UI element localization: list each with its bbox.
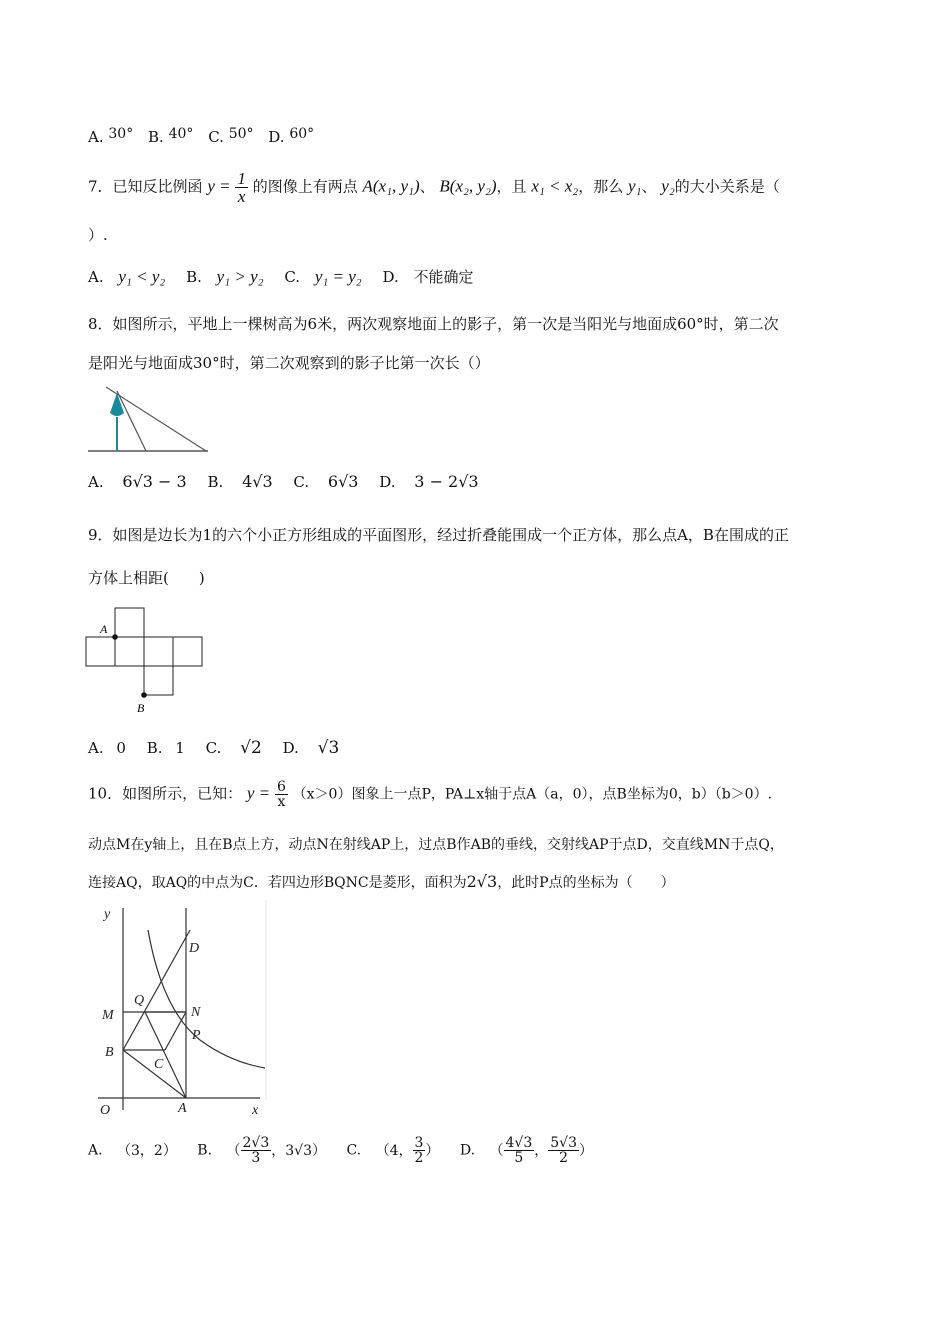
q10-label-n: N [191,1005,201,1020]
q10-option-d-pre: （ [489,1142,504,1159]
q7-func-den: x [237,187,246,206]
q6-option-b-label: B. [148,128,164,146]
q10-option-b-pre: （ [226,1142,241,1159]
q7-option-d-label: D. [382,268,399,286]
q9-option-d-value: √3 [317,738,340,758]
q6-option-d-label: D. [268,128,285,146]
q10-text3b: ，此时P点的坐标为（ ） [497,875,675,891]
q10-option-d-label: D. [459,1142,476,1159]
q9-net-square-1 [86,637,115,666]
q9-net-square-bottom [144,666,173,695]
q7-option-b-value: y₁ > y₂ [216,267,264,286]
q10-line-aq [145,1012,186,1098]
q10-label-b: B [105,1045,114,1060]
q10-option-c-den: 2 [414,1150,424,1166]
q7-point-b: B(x₂, y₂) [439,176,497,196]
q7-func-num: 1 [237,169,246,188]
q10-label-q: Q [134,993,145,1008]
q9-stem-line2: 方体上相距( ) [88,569,205,587]
q9-label-b: B [137,701,145,715]
q10-func-den: x [277,794,286,810]
q10-stem-line2: 动点M在y轴上，且在B点上方，动点N在射线AP上，过点B作AB的垂线，交射线AP于点D，交直线MN于点Q， [88,837,784,853]
q10-label-d: D [189,941,200,956]
q8-option-c-label: C. [293,473,310,491]
q8-stem-line2: 是阳光与地面成30°时，第二次观察到的影子比第一次长（） [88,354,490,372]
q10-option-c-rest: ） [425,1142,440,1159]
q10-option-c-fraction [413,1136,426,1165]
q8-tree-crown-icon [110,393,124,416]
q7-y2: y₂ [661,176,675,196]
q10-label-c: C [154,1057,164,1072]
q10-label-x: x [252,1103,259,1118]
q9-stem-line1: 9．如图是边长为1的六个小正方形组成的平面图形，经过折叠能围成一个正方体，那么点A，B在围成的正 [88,526,789,544]
q9-label-a: A [100,622,108,636]
q10-text2: （x＞0）图象上一点P，PA⊥x轴于点A（a，0），点B坐标为0，b）（b＞0）. [292,786,773,803]
q6-option-a-label: A. [88,128,104,146]
q8-options [88,472,479,491]
q10-geometry-figure [90,900,270,1125]
q9-option-d-label: D. [282,739,299,757]
q10-stem-line3 [88,872,675,892]
q10-option-d-sep: ， [534,1142,549,1159]
q7-option-a-label: A. [88,268,104,286]
q6-option-c-value: 50° [228,126,254,142]
q8-sunray-30 [106,387,206,451]
q10-label-p: P [192,1028,201,1043]
q8-option-b-value: 4√3 [242,472,273,491]
q10-option-b-fraction [241,1136,272,1165]
q7-stem-line2: ）. [88,226,108,244]
q8-option-d-label: D. [379,473,396,491]
q10-label-a: A [178,1101,187,1116]
q7-sep: 、 [419,177,435,196]
q10-option-b-den: 3 [251,1150,261,1166]
q9-cube-net-figure [84,606,206,716]
q10-hyperbola-curve [148,930,265,1068]
q7-func-fraction [235,170,248,205]
q10-option-d-fraction1 [504,1136,535,1165]
q10-label-m: M [102,1008,114,1023]
q8-option-a-value: 6√3 − 3 [122,472,187,491]
q9-point-b [141,692,147,698]
q10-label-o: O [100,1103,111,1118]
q7-number: 7． [88,177,113,196]
q10-option-a-value: （3，2） [117,1142,177,1159]
q10-option-d-num2: 5√3 [550,1135,578,1151]
q10-option-d-den2: 2 [559,1150,569,1166]
q7-sep2: 、 [641,177,657,196]
q10-option-c-label: C. [346,1142,362,1159]
q10-func-y: y = [246,783,271,803]
q10-text3a: 连接AQ，取AQ的中点为C．若四边形BQNC是菱形，面积为 [88,875,467,891]
q10-option-a-label: A. [88,1142,103,1159]
q9-net-square-3 [144,637,173,666]
q9-point-a [112,634,118,640]
q7-text3: ，且 [496,177,527,196]
q7-option-a-value: y₁ < y₂ [118,267,166,286]
q8-tree-shadow-figure [86,385,212,455]
q9-option-c-value: √2 [240,738,262,758]
q7-text1: 已知反比例函 [112,177,203,196]
q9-option-a-value: 0 [116,739,126,757]
q10-func-fraction [275,780,288,809]
q10-area: 2√3 [466,872,498,891]
q7-text2: 的图像上有两点 [252,177,358,196]
q10-option-d-end: ） [579,1142,594,1159]
q10-option-b-value [226,1135,327,1166]
q10-line-bd [123,930,190,1050]
q8-option-b-label: B. [207,473,224,491]
q6-options [88,128,314,146]
q10-line-cn [165,1012,186,1050]
q6-option-d-value: 60° [289,126,315,142]
q10-option-d-value [489,1135,594,1166]
q8-option-c-value: 6√3 [327,472,359,491]
q7-stem-line1 [88,170,780,205]
q10-option-b-rest: ，3√3） [271,1142,326,1159]
q9-option-b-label: B. [146,739,163,757]
q7-y1: y₁ [628,176,642,196]
q6-option-c-label: C. [208,128,224,146]
q10-option-d-fraction2 [548,1136,579,1165]
q8-option-a-label: A. [88,473,104,491]
q10-option-b-label: B. [197,1142,213,1159]
q7-options [88,266,474,287]
q9-net-square-2 [115,637,144,666]
q9-option-a-label: A. [88,739,104,757]
q8-option-d-value: 3 − 2√3 [414,472,479,491]
q7-condition: x₁ < x₂ [531,176,579,196]
q10-option-d-den1: 5 [514,1150,524,1166]
q9-options [88,738,339,758]
q7-option-b-label: B. [186,268,202,286]
q10-option-c-pre: （4， [375,1142,413,1159]
q9-option-c-label: C. [205,739,222,757]
q10-number: 10． [88,784,123,803]
q7-point-a: A(x₁, y₁) [362,176,420,196]
q10-option-d-num1: 4√3 [505,1135,533,1151]
q10-options [88,1136,593,1165]
q10-option-c-value [375,1135,440,1166]
q10-text1: 如图所示，已知： [122,784,243,803]
q10-option-c-num: 3 [414,1135,424,1151]
q7-option-c-label: C. [284,268,301,286]
q8-stem-line1: 8．如图所示，平地上一棵树高为6米，两次观察地面上的影子，第一次是当阳光与地面成60°时，第二次 [88,315,779,333]
q10-label-y: y [104,907,111,922]
q8-sunray-60 [117,391,146,451]
q10-func-num: 6 [276,779,286,795]
q10-option-b-num: 2√3 [242,1135,270,1151]
q9-net-square-top [115,608,144,637]
q9-net-square-4 [173,637,202,666]
q10-stem-line1 [88,780,772,809]
q7-func-y: y = [207,176,231,196]
q7-text4: ，那么 [578,177,624,196]
q6-option-a-value: 30° [108,126,134,142]
q6-option-b-value: 40° [168,126,194,142]
q9-option-b-value: 1 [175,739,185,757]
q7-option-c-value: y₁ = y₂ [314,267,362,286]
q7-text5: 的大小关系是（ [674,177,780,196]
q7-option-d-value: 不能确定 [413,268,474,286]
